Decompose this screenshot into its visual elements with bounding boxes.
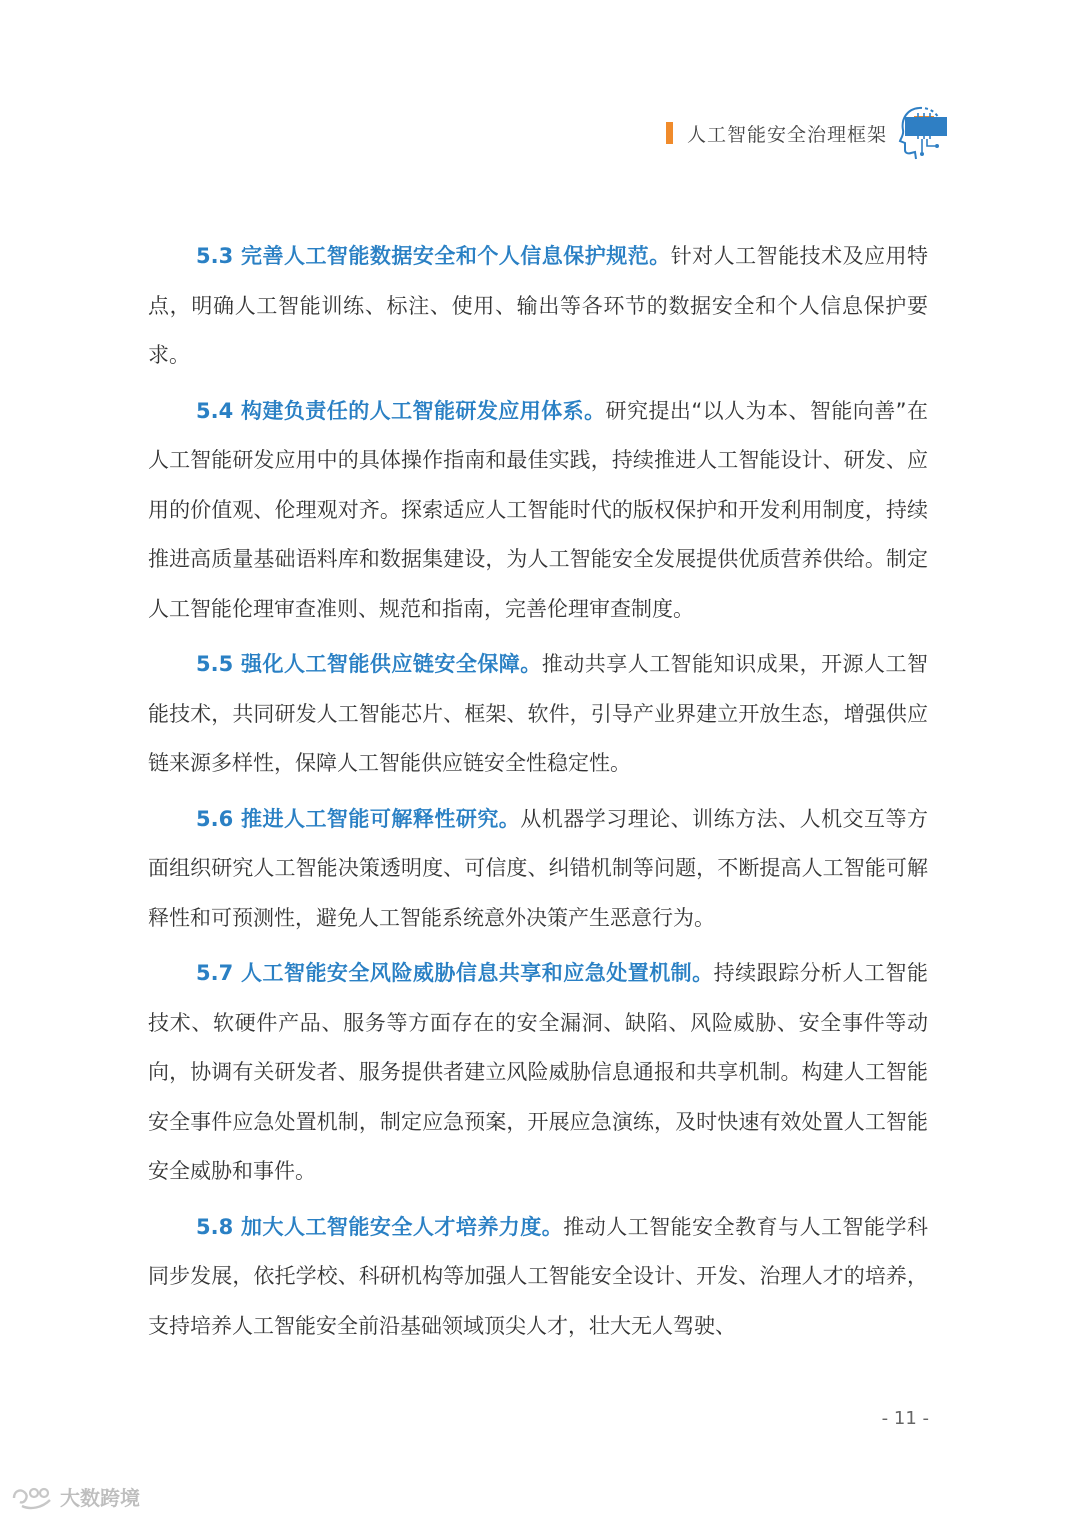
section-5-8 — [148, 1203, 928, 1352]
watermark — [10, 1482, 140, 1511]
watermark-text: 大数跨境 — [60, 1486, 140, 1510]
section-body: 推动共享人工智能知识成果，开源人工智能技术，共同研发人工智能芯片、框架、软件，引导产业界建立开放生态，增强供应链来源多样性，保障人工智能供应链安全性稳定性。 — [148, 652, 929, 775]
main-content — [148, 232, 928, 1357]
section-5-6 — [148, 795, 928, 944]
section-5-4 — [148, 387, 928, 635]
section-heading: 5.3 完善人工智能数据安全和个人信息保护规范。 — [196, 244, 671, 268]
section-5-5 — [148, 640, 928, 789]
header-accent-bar — [666, 122, 673, 144]
section-body: 研究提出“以人为本、智能向善”在人工智能研发应用中的具体操作指南和最佳实践，持续推进人工智能设计、研发、应用的价值观、伦理观对齐。探索适应人工智能时代的版权保护和开发利用制度，持续推进高质量基础语料库和数据集建设，为人工智能安全发展提供优质营养供给。制定人工智能伦理审查准则、规范和指南，完善伦理审查制度。 — [148, 398, 928, 621]
section-body: 持续跟踪分析人工智能技术、软硬件产品、服务等方面存在的安全漏洞、缺陷、风险威胁、安全事件等动向，协调有关研发者、服务提供者建立风险威胁信息通报和共享机制。构建人工智能安全事件应急处置机制，制定应急预案，开展应急演练，及时快速有效处置人工智能安全威胁和事件。 — [148, 961, 928, 1183]
section-5-3 — [148, 232, 928, 381]
brand-logo-icon — [10, 1484, 56, 1510]
section-5-7 — [148, 949, 928, 1197]
section-heading: 5.6 推进人工智能可解释性研究。 — [196, 806, 521, 831]
page-number: - 11 - — [881, 1408, 929, 1429]
header-blue-block — [905, 117, 947, 136]
section-body: 从机器学习理论、训练方法、人机交互等方面组织研究人工智能决策透明度、可信度、纠错机制等问题，不断提高人工智能可解释性和可预测性，避免人工智能系统意外决策产生恶意行为。 — [148, 806, 929, 930]
section-heading: 5.7 人工智能安全风险威胁信息共享和应急处置机制。 — [196, 961, 714, 985]
section-body: 针对人工智能技术及应用特点，明确人工智能训练、标注、使用、输出等各环节的数据安全和个人信息保护要求。 — [148, 244, 929, 367]
header-title: 人工智能安全治理框架 — [686, 123, 887, 146]
section-heading: 5.5 强化人工智能供应链安全保障。 — [196, 652, 542, 676]
section-body: 推动人工智能安全教育与人工智能学科同步发展，依托学校、科研机构等加强人工智能安全设计、开发、治理人才的培养，支持培养人工智能安全前沿基础领域顶尖人才，壮大无人驾驶、 — [148, 1214, 929, 1338]
section-heading: 5.8 加大人工智能安全人才培养力度。 — [196, 1214, 564, 1239]
section-heading: 5.4 构建负责任的人工智能研发应用体系。 — [196, 398, 606, 423]
